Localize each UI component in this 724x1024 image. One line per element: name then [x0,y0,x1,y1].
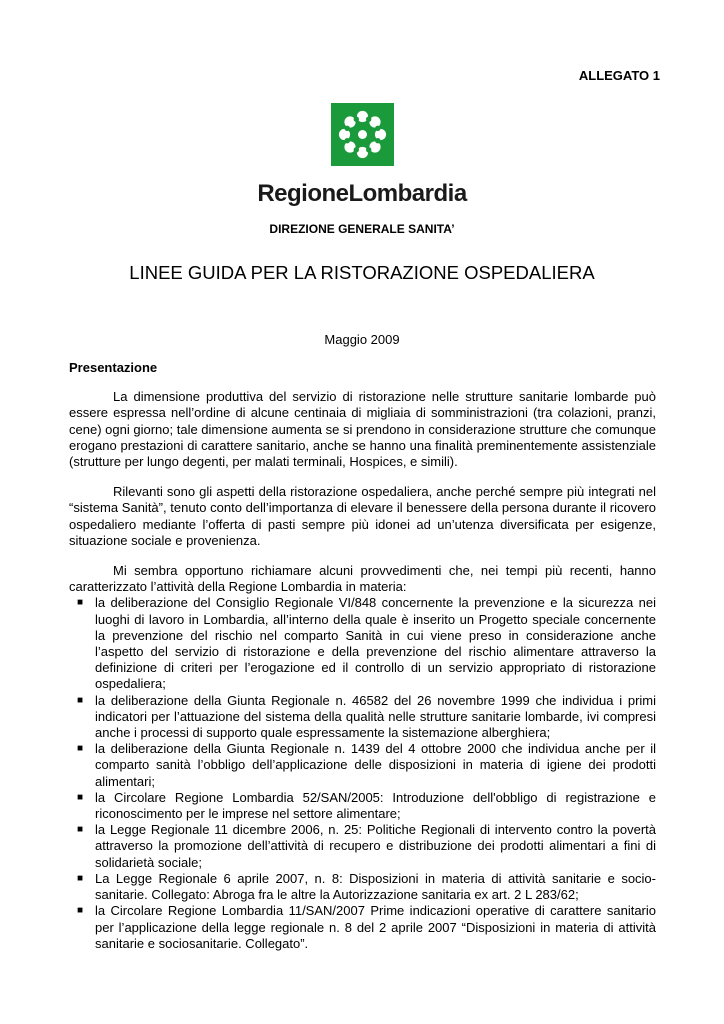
list-item-text: la deliberazione del Consiglio Regionale VI/848 concernente la prevenzione e la sicurezza nei luoghi di lavoro in Lombardia, all’interno della quale è inserito un Progetto speciale concernente la prevenzione del rischio nel comparto Sanità in cui viene preso in considerazione anche l’aspetto del servizio di ristorazione e della prevenzione del rischio alimentare attraverso la definizione di criteri per l’erogazione ed il controllo di un servizio appropriato di ristorazione ospedaliera; [95,595,656,692]
list-item-text: la deliberazione della Giunta Regionale n. 46582 del 26 novembre 1999 che individua i primi indicatori per l’attuazione del sistema della qualità nelle strutture sanitarie lombarde, ivi compresi anche i processi di supporto quale espressamente la sistemazione alberghiera; [95,692,656,741]
list-item-text: la deliberazione della Giunta Regionale n. 1439 del 4 ottobre 2000 che individua anche per il comparto sanità l’obbligo dell’applicazione delle disposizioni in materia di igiene dei prodotti alimentari; [95,741,656,789]
allegato-label: ALLEGATO 1 [578,68,660,83]
list-item [69,790,656,822]
square-bullet-icon: ■ [77,905,84,917]
list-item [69,822,656,871]
regione-lombardia-logo [0,103,724,208]
list-item-text: la Circolare Regione Lombardia 52/SAN/2005: Introduzione dell'obbligo di registrazione e riconoscimento per le imprese nel settore alimentare; [95,789,656,822]
square-bullet-icon: ■ [77,824,84,836]
square-bullet-icon: ■ [77,743,84,755]
list-item [69,693,656,742]
list-item-text: la Circolare Regione Lombardia 11/SAN/2007 Prime indicazioni operative di carattere sanitario per l’applicazione della legge regionale n. 8 del 2 aprile 2007 “Disposizioni in materia di attività sanitarie e sociosanitarie. Collegato”. [95,903,656,951]
list-item [69,741,656,790]
paragraph: La dimensione produttiva del servizio di ristorazione nelle strutture sanitarie lombarde può essere espressa nell’ordine di alcune centinaia di migliaia di somministrazioni (tra colazioni, pranzi, cene) ogni giorno; tale dimensione aumenta se si prendono in considerazione strutture che comunque erogano prestazioni di carattere sanitario, anche se hanno una finalità preminentemente assistenziale (strutture per lungo degenti, per malati terminali, Hospices, e simili). [69,389,656,470]
square-bullet-icon: ■ [77,597,84,609]
document-date: Maggio 2009 [324,332,400,347]
square-bullet-icon: ■ [77,872,84,884]
document-title: LINEE GUIDA PER LA RISTORAZIONE OSPEDALIERA [129,262,595,283]
document-body [69,360,656,952]
square-bullet-icon: ■ [77,694,84,706]
direzione-heading: DIREZIONE GENERALE SANITA’ [269,222,455,236]
list-item [69,595,656,692]
list-intro: Mi sembra opportuno richiamare alcuni provvedimenti che, nei tempi più recenti, hanno caratterizzato l’attività della Regione Lombardia in materia: [69,563,656,595]
paragraph: Rilevanti sono gli aspetti della ristorazione ospedaliera, anche perché sempre più integrati nel “sistema Sanità”, tenuto conto dell’importanza di elevare il benessere della persona durante il ricovero ospedaliero mediante l’offerta di pasti sempre più idonei ad un’utenza diversificata per esigenze, situazione sociale e provenienza. [69,484,656,548]
rosa-camuna-icon [331,103,394,166]
section-heading: Presentazione [69,360,158,375]
list-item-text: la Legge Regionale 11 dicembre 2006, n. 25: Politiche Regionali di intervento contro la povertà attraverso la promozione dell’attività di recupero e distribuzione dei prodotti alimentari a fini di solidarietà sociale; [95,822,656,870]
list-item [69,903,656,952]
list-item [69,871,656,903]
list-item-text: La Legge Regionale 6 aprile 2007, n. 8: Disposizioni in materia di attività sanitarie e socio-sanitarie. Collegato: Abroga fra le altre la Autorizzazione sanitaria ex art. 2 L 283/62; [95,870,656,903]
square-bullet-icon: ■ [77,791,84,803]
logo-wordmark: RegioneLombardia [257,180,467,207]
provvedimenti-list [69,595,656,951]
